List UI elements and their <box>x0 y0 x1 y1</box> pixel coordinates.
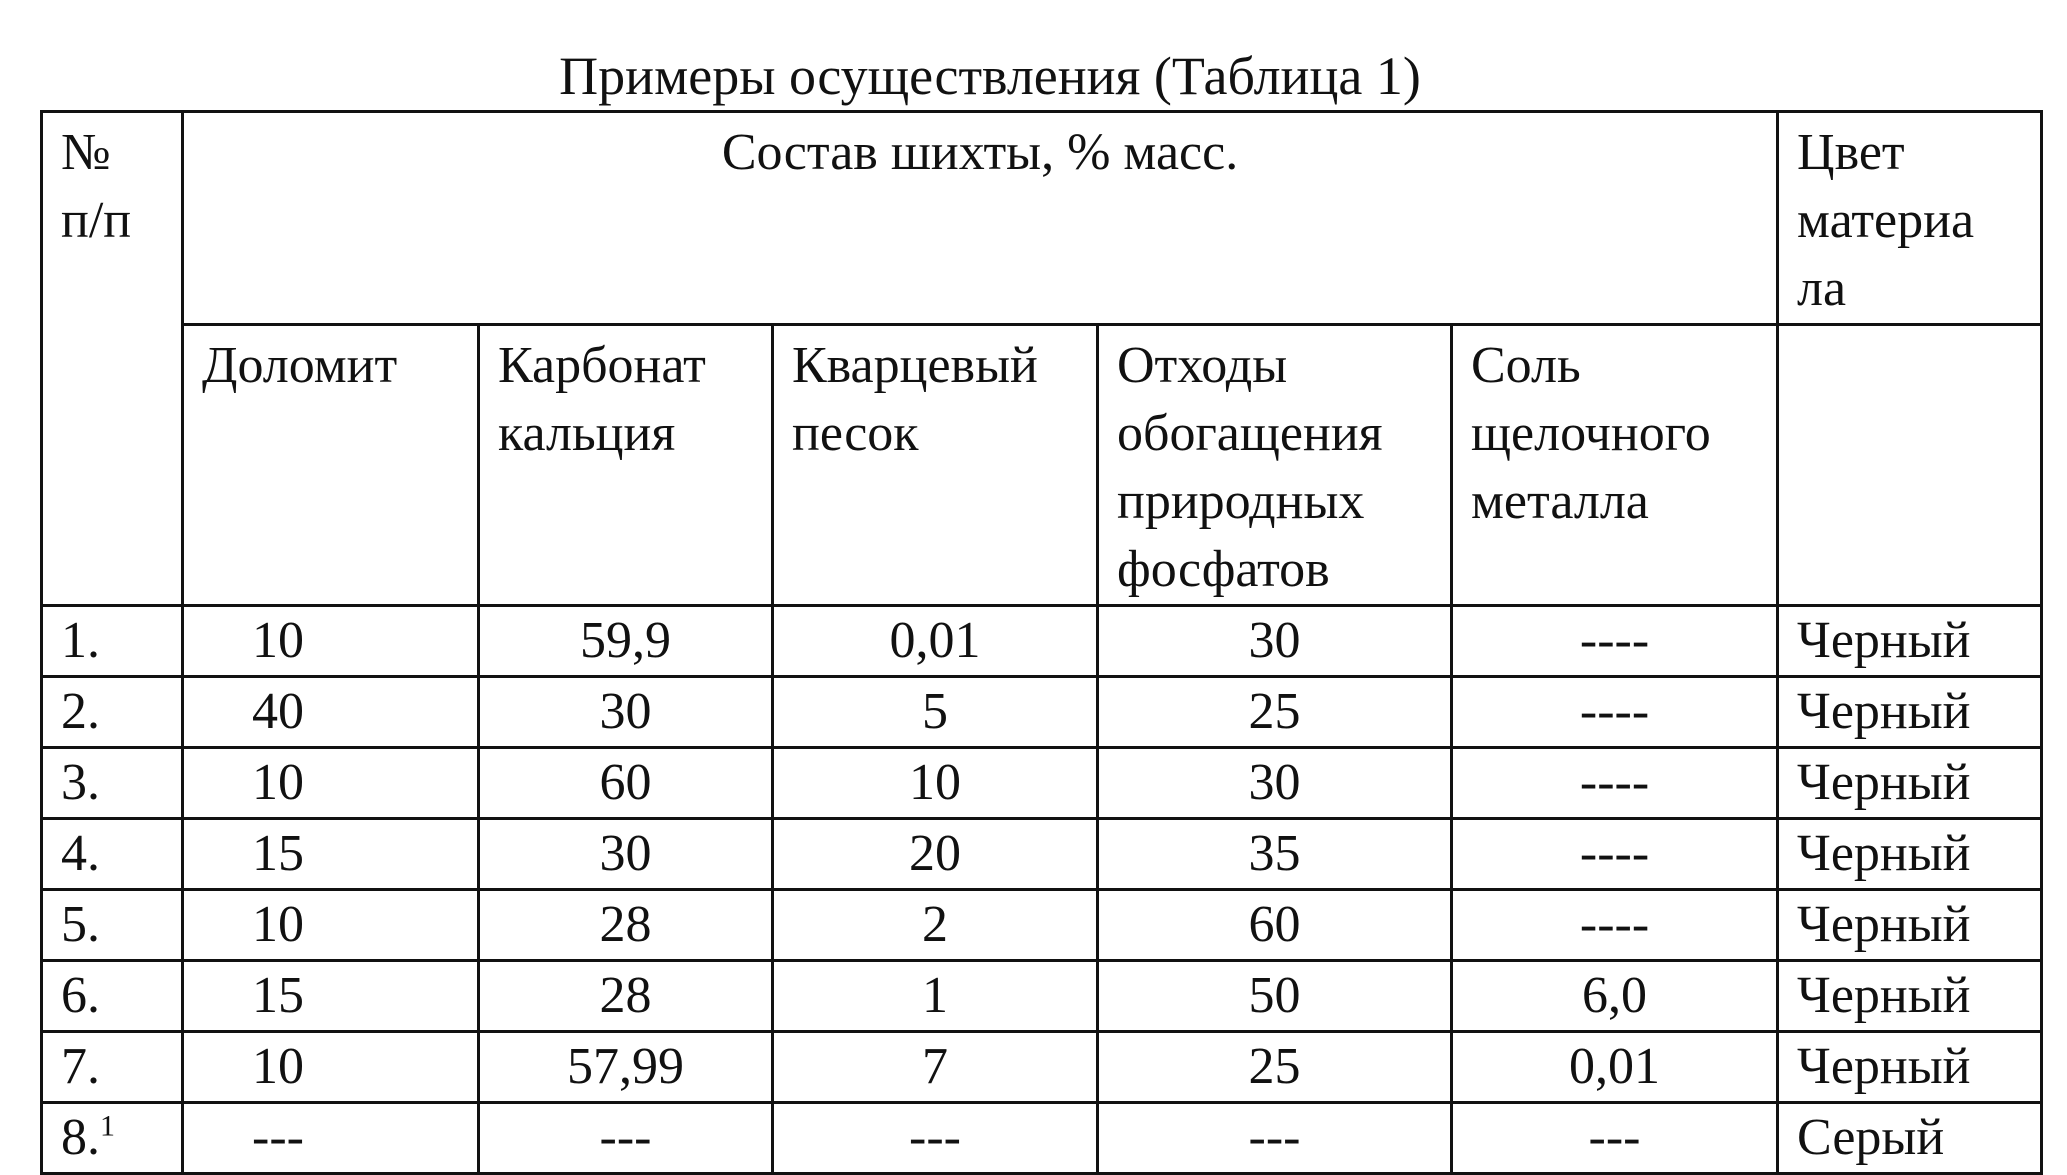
color-subheader-empty <box>1778 325 2042 606</box>
dolomite-value: 15 <box>183 961 479 1032</box>
material-color-value: Черный <box>1778 819 2042 890</box>
calcium-carbonate-value: 28 <box>479 890 773 961</box>
calcium-carbonate-value: 57,99 <box>479 1032 773 1103</box>
dolomite-value: 10 <box>183 606 479 677</box>
subheader-calcium-carbonate <box>479 325 773 606</box>
number-header <box>42 112 183 606</box>
calcium-carbonate-value: 28 <box>479 961 773 1032</box>
material-color-value: Черный <box>1778 1032 2042 1103</box>
quartz-sand-value: 7 <box>773 1032 1098 1103</box>
header-row <box>42 112 2042 325</box>
alkali-salt-value: ---- <box>1452 677 1778 748</box>
calcium-carbonate-value: --- <box>479 1103 773 1174</box>
table-row <box>42 890 2042 961</box>
subheader-quartz-sand <box>773 325 1098 606</box>
subheader-alkali-salt <box>1452 325 1778 606</box>
quartz-sand-value: 0,01 <box>773 606 1098 677</box>
color-header <box>1778 112 2042 325</box>
dolomite-value: 15 <box>183 819 479 890</box>
alkali-salt-value: 6,0 <box>1452 961 1778 1032</box>
row-number: 8.$^1$ <box>42 1103 183 1174</box>
phosphate-waste-value: 25 <box>1098 1032 1452 1103</box>
dolomite-value: --- <box>183 1103 479 1174</box>
composition-table <box>40 110 2043 1175</box>
phosphate-waste-value: 35 <box>1098 819 1452 890</box>
subheader-alkali-salt-line3: металла <box>1471 473 1649 530</box>
row-number: 3. <box>42 748 183 819</box>
row-number: 6. <box>42 961 183 1032</box>
quartz-sand-value: 10 <box>773 748 1098 819</box>
row-number: 2. <box>42 677 183 748</box>
alkali-salt-value: --- <box>1452 1103 1778 1174</box>
alkali-salt-value: ---- <box>1452 890 1778 961</box>
dolomite-value: 10 <box>183 1032 479 1103</box>
color-header-line2: материа <box>1797 192 1975 249</box>
calcium-carbonate-value: 30 <box>479 819 773 890</box>
subheader-calcium-carbonate-line1: Карбонат <box>498 337 706 394</box>
subheader-phosphate-waste-line4: фосфатов <box>1117 541 1330 598</box>
phosphate-waste-value: 30 <box>1098 606 1452 677</box>
subheader-phosphate-waste-line2: обогащения <box>1117 405 1383 462</box>
subheader-calcium-carbonate-line2: кальция <box>498 405 676 462</box>
subheader-quartz-sand-line2: песок <box>792 405 919 462</box>
table-row <box>42 819 2042 890</box>
subheader-row <box>42 325 2042 606</box>
subheader-phosphate-waste <box>1098 325 1452 606</box>
subheader-phosphate-waste-line3: природных <box>1117 473 1365 530</box>
material-color-value: Черный <box>1778 606 2042 677</box>
alkali-salt-value: 0,01 <box>1452 1032 1778 1103</box>
quartz-sand-value: --- <box>773 1103 1098 1174</box>
table-row <box>42 606 2042 677</box>
color-header-line3: ла <box>1797 260 1847 317</box>
color-header-line1: Цвет <box>1797 124 1905 181</box>
row-number: 4. <box>42 819 183 890</box>
row-number: 5. <box>42 890 183 961</box>
row-number: 7. <box>42 1032 183 1103</box>
dolomite-value: 10 <box>183 748 479 819</box>
dolomite-value: 40 <box>183 677 479 748</box>
number-header-line2: п/п <box>61 192 132 249</box>
row-number: 1. <box>42 606 183 677</box>
subheader-phosphate-waste-line1: Отходы <box>1117 337 1288 394</box>
subheader-quartz-sand-line1: Кварцевый <box>792 337 1038 394</box>
phosphate-waste-value: 25 <box>1098 677 1452 748</box>
phosphate-waste-value: 60 <box>1098 890 1452 961</box>
quartz-sand-value: 20 <box>773 819 1098 890</box>
composition-header: Состав шихты, % масс. <box>183 112 1778 325</box>
subheader-alkali-salt-line1: Соль <box>1471 337 1581 394</box>
footnote-marker: 1 <box>100 1109 115 1143</box>
table-row <box>42 748 2042 819</box>
alkali-salt-value: ---- <box>1452 606 1778 677</box>
table-row <box>42 1032 2042 1103</box>
phosphate-waste-value: --- <box>1098 1103 1452 1174</box>
material-color-value: Черный <box>1778 890 2042 961</box>
alkali-salt-value: ---- <box>1452 819 1778 890</box>
material-color-value: Серый <box>1778 1103 2042 1174</box>
calcium-carbonate-value: 59,9 <box>479 606 773 677</box>
quartz-sand-value: 5 <box>773 677 1098 748</box>
subheader-dolomite-line1: Доломит <box>202 337 398 394</box>
quartz-sand-value: 1 <box>773 961 1098 1032</box>
quartz-sand-value: 2 <box>773 890 1098 961</box>
subheader-alkali-salt-line2: щелочного <box>1471 405 1711 462</box>
dolomite-value: 10 <box>183 890 479 961</box>
alkali-salt-value: ---- <box>1452 748 1778 819</box>
calcium-carbonate-value: 30 <box>479 677 773 748</box>
calcium-carbonate-value: 60 <box>479 748 773 819</box>
table-row <box>42 961 2042 1032</box>
material-color-value: Черный <box>1778 677 2042 748</box>
material-color-value: Черный <box>1778 748 2042 819</box>
subheader-dolomite <box>183 325 479 606</box>
phosphate-waste-value: 30 <box>1098 748 1452 819</box>
material-color-value: Черный <box>1778 961 2042 1032</box>
table-row <box>42 677 2042 748</box>
table-caption: Примеры осуществления (Таблица 1) <box>559 46 1421 106</box>
phosphate-waste-value: 50 <box>1098 961 1452 1032</box>
number-header-line1: № <box>61 124 111 181</box>
